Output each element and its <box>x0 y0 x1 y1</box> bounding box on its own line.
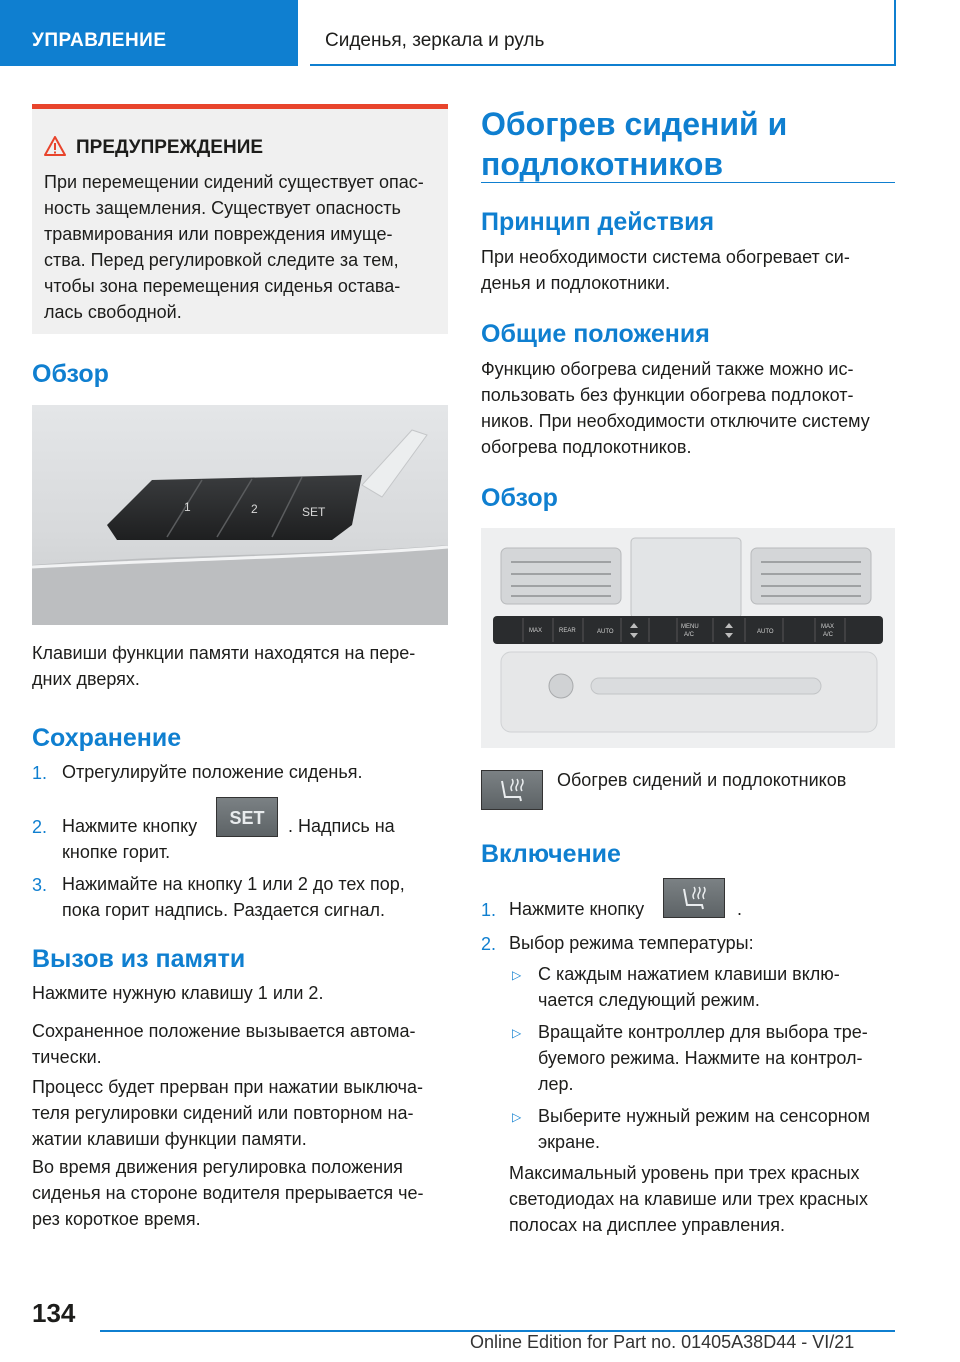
main-heading: Обогрев сидений и подлокотников <box>481 106 788 182</box>
set-button-icon: SET <box>216 797 278 837</box>
page-number: 134 <box>32 1298 76 1328</box>
save-step-2-text: Нажмите кнопку <box>62 816 198 836</box>
memory-button-1-label: 1 <box>184 500 191 514</box>
bullet-2: Вращайте контроллер для выбора тре- буемого режима. Нажмите на контрол- лер. <box>538 1022 868 1094</box>
warning-title: ПРЕДУПРЕЖДЕНИЕ <box>76 137 264 158</box>
panel-label: AUTO <box>597 629 614 635</box>
save-step-2-line2: кнопке горит. <box>62 842 171 862</box>
recall-paragraph-1: Нажмите нужную клавишу 1 или 2. <box>32 983 324 1003</box>
recall-paragraph-4: Во время движения регулировка положения сиденья на стороне водителя прерывается че- рез короткое время. <box>32 1157 424 1229</box>
seat-heating-caption: Обогрев сидений и подлокотников <box>557 770 847 790</box>
seat-heating-button-icon <box>481 770 543 810</box>
memory-caption: Клавиши функции памяти находятся на пере- дних дверях. <box>32 643 416 689</box>
warning-box <box>32 104 448 334</box>
max-level-note: Максимальный уровень при трех красных светодиодах на клавише или трех красных полосах на дисплее управления. <box>509 1163 868 1235</box>
general-text: Функцию обогрева сидений также можно ис- пользовать без функции обогрева подлокот- ников. При необходимости отключите систему обогрева подлокотников. <box>481 359 870 457</box>
recall-heading: Вызов из памяти <box>32 945 246 973</box>
panel-label: A/C <box>684 632 695 638</box>
memory-button-2-label: 2 <box>251 502 258 516</box>
memory-buttons-illustration <box>32 405 448 625</box>
warning-text: При перемещении сидений существует опас- ность защемления. Существует опасность травмирования или повреждения имуще- ства. Перед регулировкой следите за тем, чтобы зона перемещения сиденья остава- лась свободной. <box>44 172 424 322</box>
bullet-1: С каждым нажатием клавиши вклю- чается следующий режим. <box>538 964 840 1010</box>
edition-info: Online Edition for Part no. 01405A38D44 - VI/21 <box>470 1332 855 1352</box>
principle-text: При необходимости система обогревает си- денья и подлокотники. <box>481 247 850 293</box>
climate-panel-image <box>481 528 895 748</box>
on-step-1-after: . <box>737 899 743 919</box>
step-number: 1. <box>32 763 48 783</box>
set-button-label: SET <box>302 505 326 519</box>
overview-heading-right: Обзор <box>481 484 558 512</box>
switch-on-heading: Включение <box>481 840 621 868</box>
warning-triangle-icon <box>44 136 66 156</box>
save-step-3: Нажимайте на кнопку 1 или 2 до тех пор, пока горит надпись. Раздается сигнал. <box>62 874 405 920</box>
save-heading: Сохранение <box>32 724 182 752</box>
panel-label: AUTO <box>757 629 774 635</box>
principle-heading: Принцип действия <box>481 208 715 236</box>
overview-heading-left: Обзор <box>32 360 109 388</box>
recall-paragraph-2: Сохраненное положение вызывается автома- тически. <box>32 1021 416 1067</box>
bullet-arrow-icon: ▷ <box>512 1026 522 1040</box>
step-number: 3. <box>32 875 48 895</box>
general-heading: Общие положения <box>481 320 710 348</box>
save-step-1: Отрегулируйте положение сиденья. <box>62 762 363 782</box>
on-step-1-text: Нажмите кнопку <box>509 899 645 919</box>
chapter-title: Сиденья, зеркала и руль <box>310 0 896 66</box>
step-number: 2. <box>32 817 48 837</box>
step-number: 1. <box>481 900 497 920</box>
panel-label: A/C <box>823 632 834 638</box>
section-tab: УПРАВЛЕНИЕ <box>0 0 298 66</box>
seat-heat-icon <box>482 771 542 809</box>
bullet-arrow-icon: ▷ <box>512 968 522 982</box>
seat-heat-icon <box>664 879 724 917</box>
panel-label: MAX <box>821 624 835 630</box>
on-step-2: Выбор режима температуры: <box>509 933 754 953</box>
bullet-arrow-icon: ▷ <box>512 1110 522 1124</box>
memory-buttons-image <box>32 405 448 625</box>
climate-panel-illustration <box>481 528 895 748</box>
recall-paragraph-3: Процесс будет прерван при нажатии выключа- теля регулировки сидений или повторном на- жатии клавиши функции памяти. <box>32 1077 423 1149</box>
panel-label: REAR <box>559 628 576 634</box>
bullet-3: Выберите нужный режим на сенсорном экране. <box>538 1106 871 1152</box>
heading-rule <box>481 182 895 183</box>
panel-label: MAX <box>529 628 543 634</box>
panel-label: MENU <box>681 624 699 630</box>
save-step-2-after: . Надпись на <box>288 816 395 836</box>
seat-heating-button-inline-icon <box>663 878 725 918</box>
step-number: 2. <box>481 934 497 954</box>
